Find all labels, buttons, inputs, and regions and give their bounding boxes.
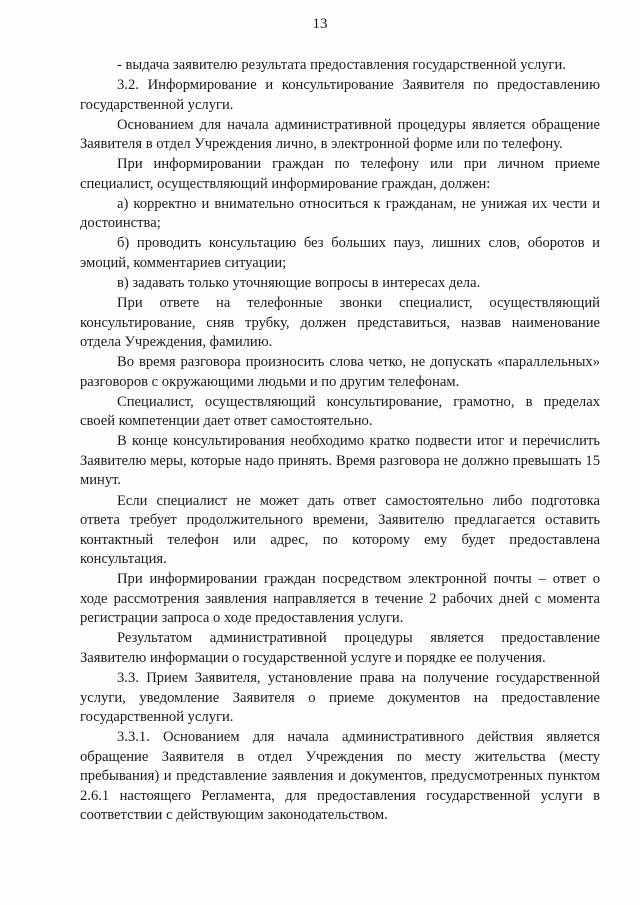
page-number: 13 [312, 16, 328, 32]
paragraph-phone-answer: При ответе на телефонные звонки специалист, осуществляющий консультирование, сняв трубку, должен представиться, назвав наименование отдела Учреждения, фамилию. [80, 295, 600, 351]
document-body [80, 56, 600, 826]
paragraph-informing-duties: При информировании граждан по телефону или при личном приеме специалист, осуществляющий информирование граждан, должен: [80, 156, 600, 192]
paragraph-procedure-basis: Основанием для начала административной процедуры является обращение Заявителя в отдел Учреждения лично, в электронной форме или по телефону. [80, 116, 600, 153]
section-heading-3-2: 3.2. Информирование и консультирование Заявителя по предоставлению государственной услуги. [80, 77, 600, 113]
paragraph-procedure-result: Результатом административной процедуры является предоставление Заявителю информации о государственной услуге и порядке ее получения. [80, 630, 600, 666]
paragraph-competence: Специалист, осуществляющий консультирование, грамотно, в пределах своей компетенции дает ответ самостоятельно. [80, 393, 600, 430]
paragraph-conversation: Во время разговора произносить слова четко, не допускать «параллельных» разговоров с окружающими людьми и по другим телефонам. [80, 354, 600, 390]
paragraph-result-issuance: - выдача заявителю результата предоставления государственной услуги. [117, 57, 566, 73]
paragraph-email-informing: При информировании граждан посредством электронной почты – ответ о ходе рассмотрения заявления направляется в течение 2 рабочих дней с момента регистрации запроса о ходе предоставления услуги. [80, 571, 600, 627]
list-item-a: а) корректно и внимательно относиться к гражданам, не унижая их чести и достоинства; [80, 195, 600, 232]
section-heading-3-3: 3.3. Прием Заявителя, установление права на получение государственной услуги, уведомление Заявителя о приеме документов на предоставление государственной услуги. [80, 669, 600, 726]
paragraph-summary: В конце консультирования необходимо кратко подвести итог и перечислить Заявителю меры, которые надо принять. Время разговора не должно превышать 15 минут. [80, 433, 600, 489]
paragraph-deferred-answer: Если специалист не может дать ответ самостоятельно либо подготовка ответа требует продолжительного времени, Заявителю предлагается оставить контактный телефон или адрес, по которому ему будет предоставлена консультация. [80, 492, 600, 568]
list-item-b: б) проводить консультацию без больших пауз, лишних слов, оборотов и эмоций, комментариев ситуации; [80, 235, 600, 271]
section-heading-3-3-1: 3.3.1. Основанием для начала административного действия является обращение Заявителя в отдел Учреждения по месту жительства (месту пребывания) и представление заявления и документов, предусмотренных пунктом 2.6.1 настоящего Регламента, для предоставления государственной услуги в соответствии с действующим законодательством. [80, 729, 600, 824]
list-item-c: в) задавать только уточняющие вопросы в интересах дела. [117, 275, 481, 292]
